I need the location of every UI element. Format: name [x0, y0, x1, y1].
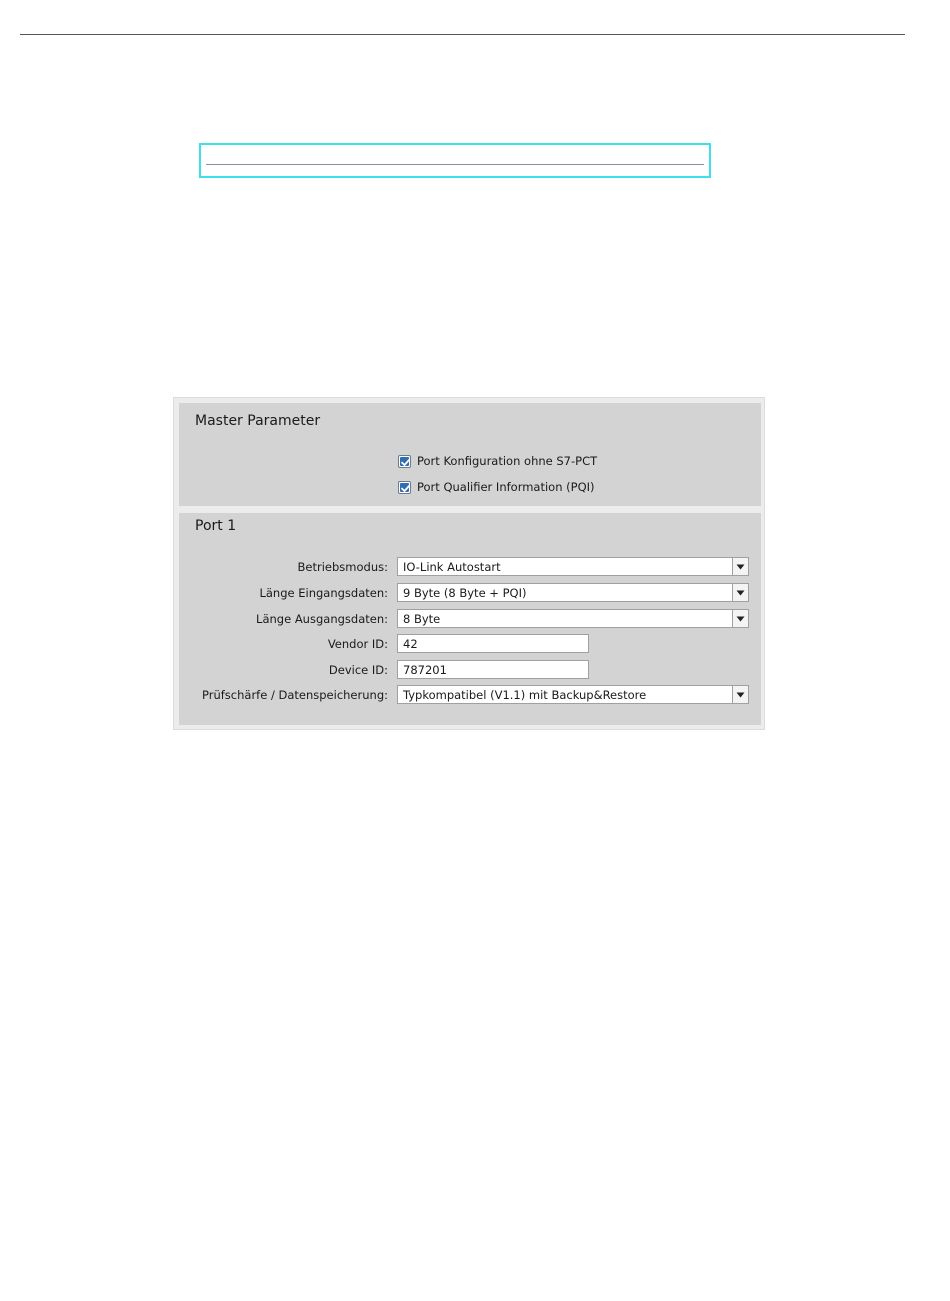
- field-label-laenge-ausgangsdaten: Länge Ausgangsdaten:: [256, 612, 388, 626]
- field-value: 787201: [403, 663, 447, 677]
- select-laenge-eingangsdaten[interactable]: [397, 583, 749, 602]
- master-parameter-section: [179, 403, 761, 506]
- vendor-id-field[interactable]: [397, 634, 589, 653]
- chevron-down-icon[interactable]: [732, 610, 748, 627]
- chevron-down-icon[interactable]: [732, 686, 748, 703]
- select-laenge-ausgangsdaten[interactable]: [397, 609, 749, 628]
- field-label-betriebsmodus: Betriebsmodus:: [297, 560, 388, 574]
- select-value: 8 Byte: [403, 612, 441, 626]
- page-header-rule: [20, 34, 905, 35]
- port-1-section: [179, 513, 761, 725]
- select-value: Typkompatibel (V1.1) mit Backup&Restore: [403, 688, 647, 702]
- frame-divider-line: [206, 164, 704, 165]
- checkbox-checked-icon[interactable]: [398, 481, 411, 494]
- field-label-device-id: Device ID:: [328, 663, 388, 677]
- highlight-frame: [199, 143, 711, 178]
- master-parameter-title: Master Parameter: [195, 413, 321, 429]
- port-1-title: Port 1: [195, 518, 237, 534]
- checkbox-port-config-without-s7pct[interactable]: [398, 453, 597, 469]
- checkbox-label: Port Konfiguration ohne S7-PCT: [417, 454, 598, 468]
- checkbox-checked-icon[interactable]: [398, 455, 411, 468]
- select-pruefschaerfe-datenspeicherung[interactable]: [397, 685, 749, 704]
- select-betriebsmodus[interactable]: [397, 557, 749, 576]
- select-value: 9 Byte (8 Byte + PQI): [403, 586, 527, 600]
- field-label-laenge-eingangsdaten: Länge Eingangsdaten:: [259, 586, 388, 600]
- chevron-down-icon[interactable]: [732, 558, 748, 575]
- field-label-pruefschaerfe-datenspeicherung: Prüfschärfe / Datenspeicherung:: [202, 688, 388, 702]
- parameter-panel: [173, 397, 765, 730]
- select-value: IO-Link Autostart: [403, 560, 501, 574]
- checkbox-label: Port Qualifier Information (PQI): [417, 480, 595, 494]
- field-label-vendor-id: Vendor ID:: [327, 637, 388, 651]
- chevron-down-icon[interactable]: [732, 584, 748, 601]
- checkbox-port-qualifier-information[interactable]: [398, 479, 595, 495]
- device-id-field[interactable]: [397, 660, 589, 679]
- field-value: 42: [403, 637, 418, 651]
